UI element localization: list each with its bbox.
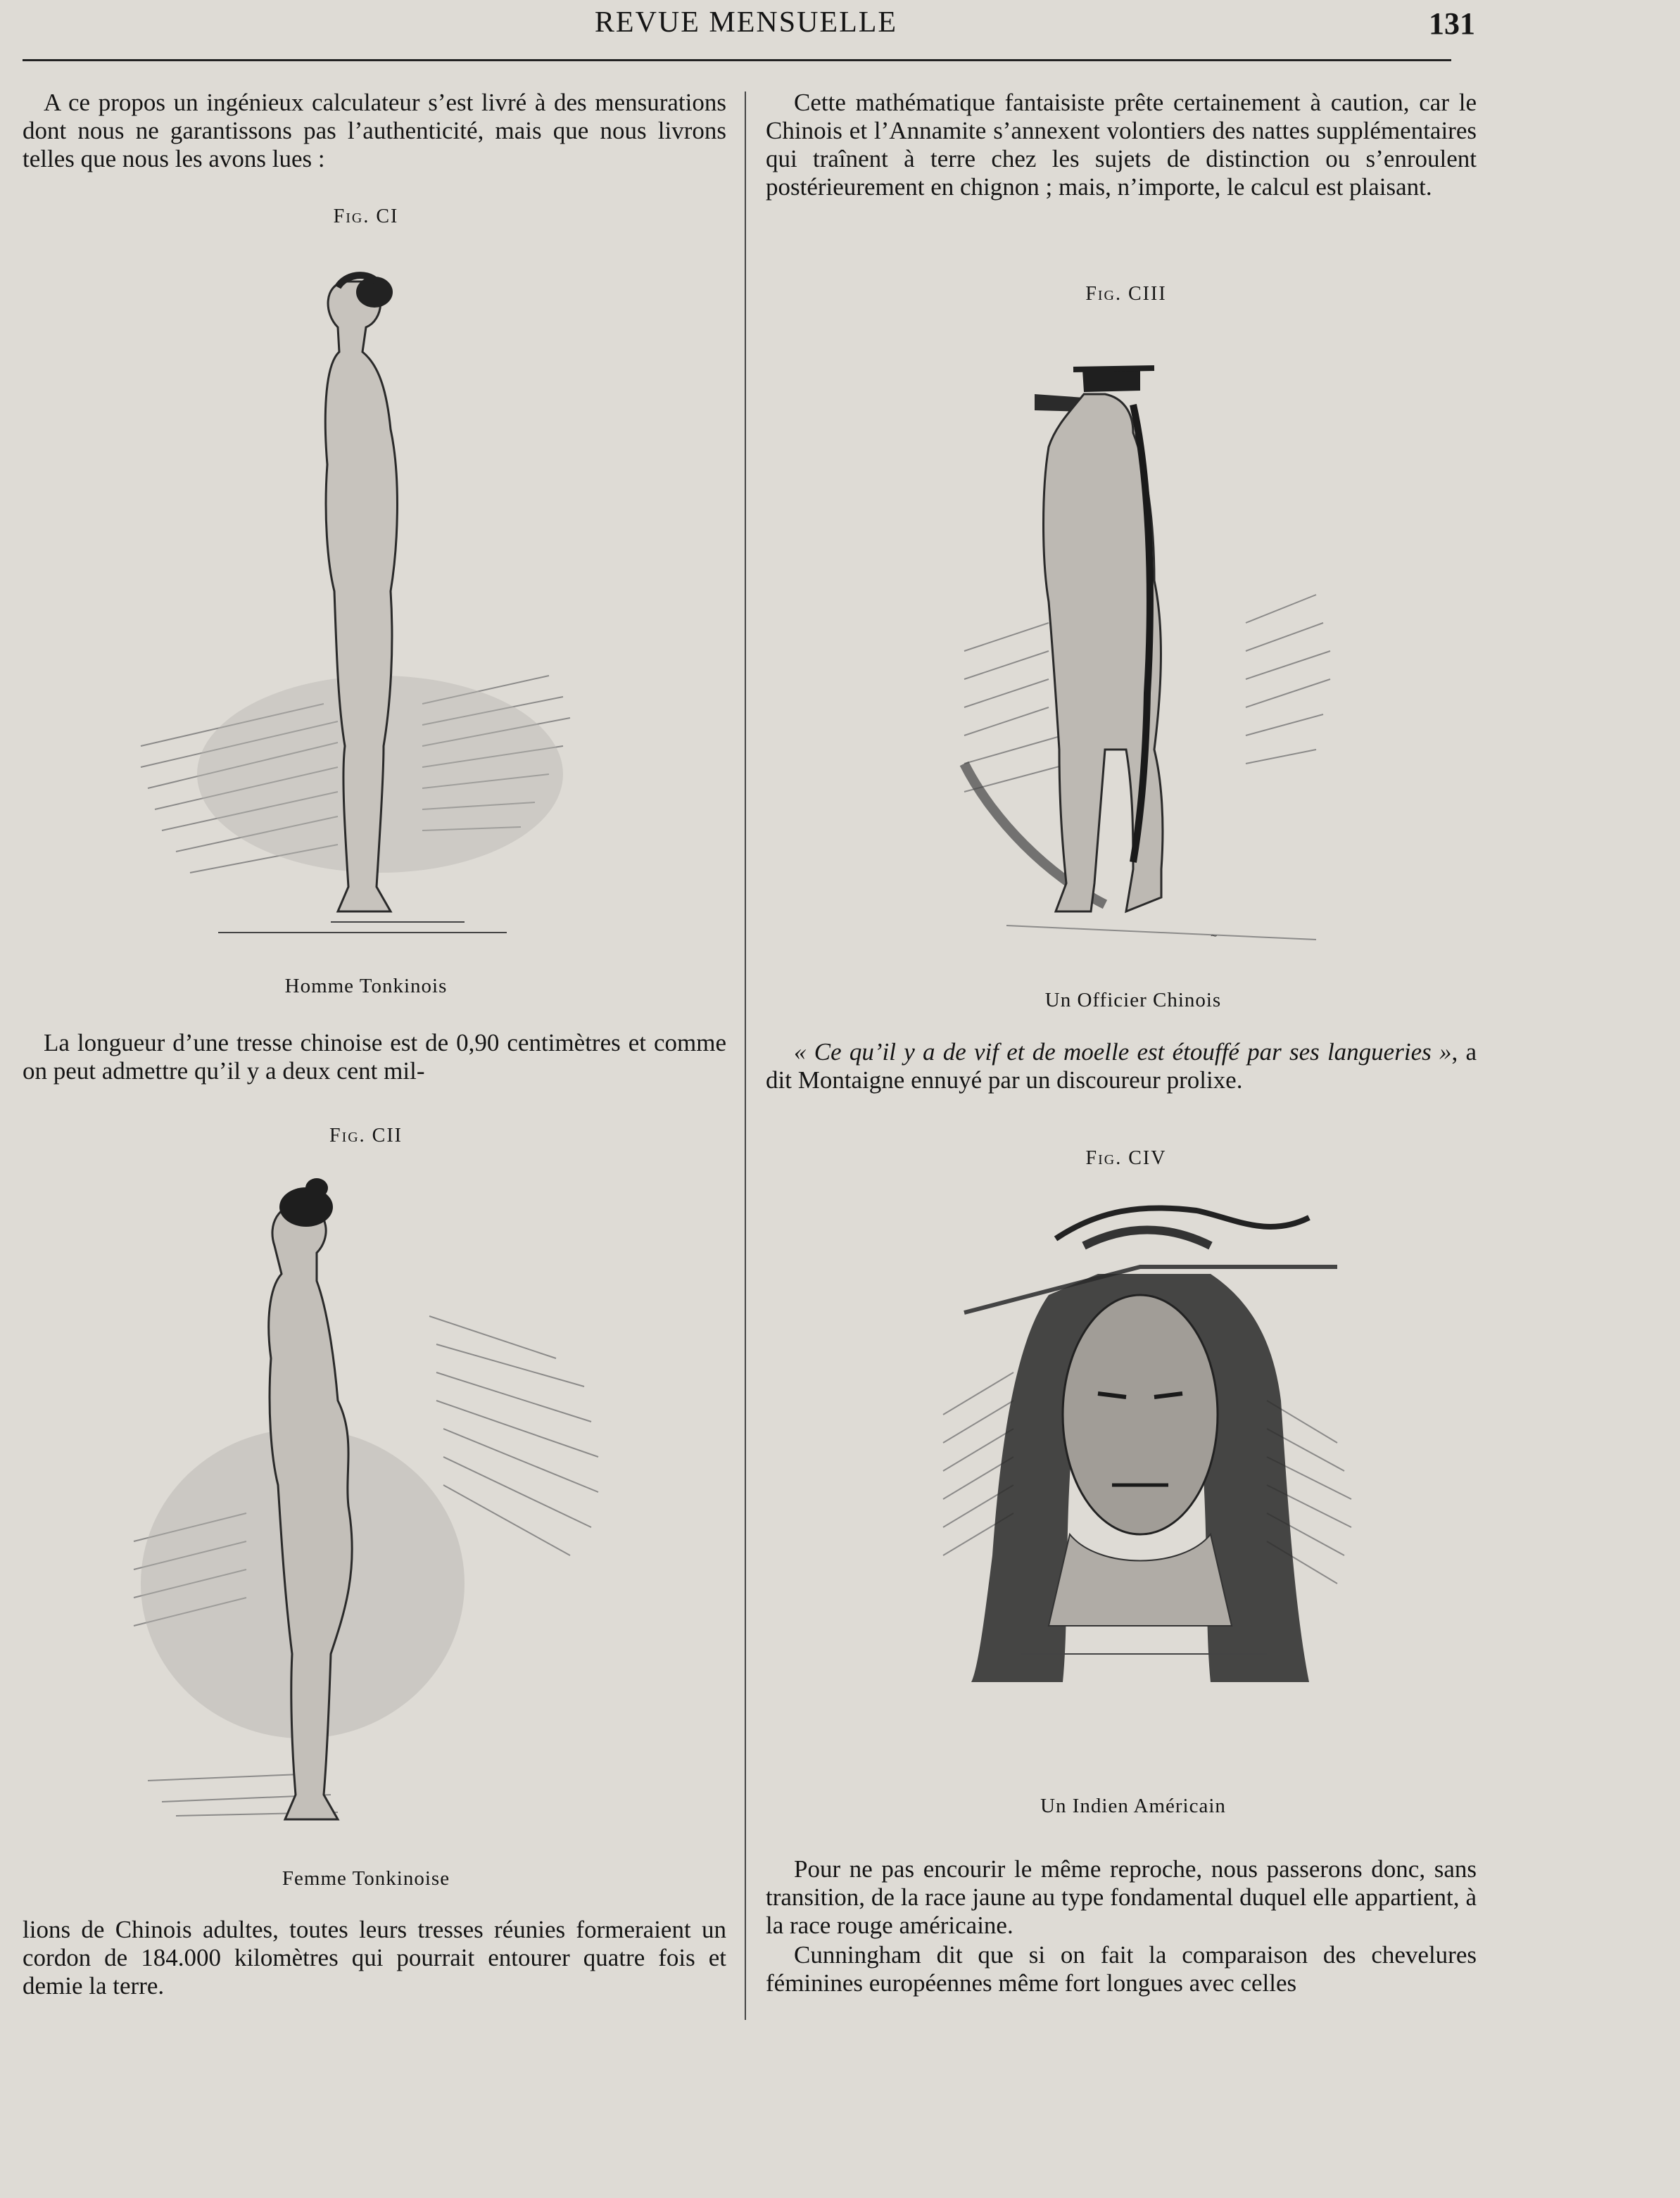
page-number: 131 xyxy=(1429,6,1475,41)
figure-label-ciii: Fig. CIII xyxy=(1085,283,1167,305)
figure-label-cii: Fig. CII xyxy=(329,1125,403,1147)
left-paragraph-1: A ce propos un ingénieux calculateur s’est livré à des mensurations dont nous ne garantissons pas l’authenticité, mais que nous livrons telles que nous les avons lues : xyxy=(23,89,726,172)
figure-caption-ci: Homme Tonkinois xyxy=(284,975,448,997)
running-header: REVUE MENSUELLE xyxy=(594,6,898,39)
right-paragraph-3: Pour ne pas encourir le même reproche, nous passerons donc, sans transition, de la race jaune au type fondamental duquel elle appartient, à la race rouge américaine. xyxy=(766,1855,1477,1939)
figure-ciii-illustration xyxy=(922,327,1344,975)
quote-attribution: , a dit Montaigne ennuyé par un discoureur prolixe. xyxy=(766,1038,1477,1094)
column-divider xyxy=(745,91,746,2020)
figure-cii-illustration xyxy=(106,1175,619,1851)
header-rule xyxy=(23,59,1451,61)
montaigne-quote: « Ce qu’il y a de vif et de moelle est étouffé par ses langueries » xyxy=(794,1038,1452,1066)
left-paragraph-3: lions de Chinois adultes, toutes leurs tresses réunies formeraient un cordon de 184.000 kilomètres qui pourrait entourer quatre fois et demie la terre. xyxy=(23,1916,726,2000)
right-paragraph-quote xyxy=(766,1038,1477,1094)
figure-label-ci: Fig. CI xyxy=(333,206,399,227)
left-paragraph-2: La longueur d’une tresse chinoise est de 0,90 centimètres et comme on peut admettre qu’il y a deux cent mil- xyxy=(23,1029,726,1085)
figure-label-civ: Fig. CIV xyxy=(1085,1147,1167,1169)
figure-caption-ciii: Un Officier Chinois xyxy=(1044,989,1222,1011)
figure-caption-civ: Un Indien Américain xyxy=(1040,1795,1226,1817)
right-paragraph-1: Cette mathématique fantaisiste prête certainement à caution, car le Chinois et l’Annamite s’annexent volontiers des nattes supplémentaires qui traînent à terre chez les sujets de distinction ou s’enroulent postérieurement en chignon ; mais, n’importe, le calcul est plaisant. xyxy=(766,89,1477,201)
figure-ci-illustration xyxy=(113,253,619,943)
figure-civ-illustration xyxy=(915,1189,1365,1767)
svg-text:~: ~ xyxy=(1211,930,1218,942)
right-paragraph-4: Cunningham dit que si on fait la comparaison des chevelures féminines européennes même fort longues avec celles xyxy=(766,1941,1477,1997)
figure-caption-cii: Femme Tonkinoise xyxy=(282,1867,450,1890)
